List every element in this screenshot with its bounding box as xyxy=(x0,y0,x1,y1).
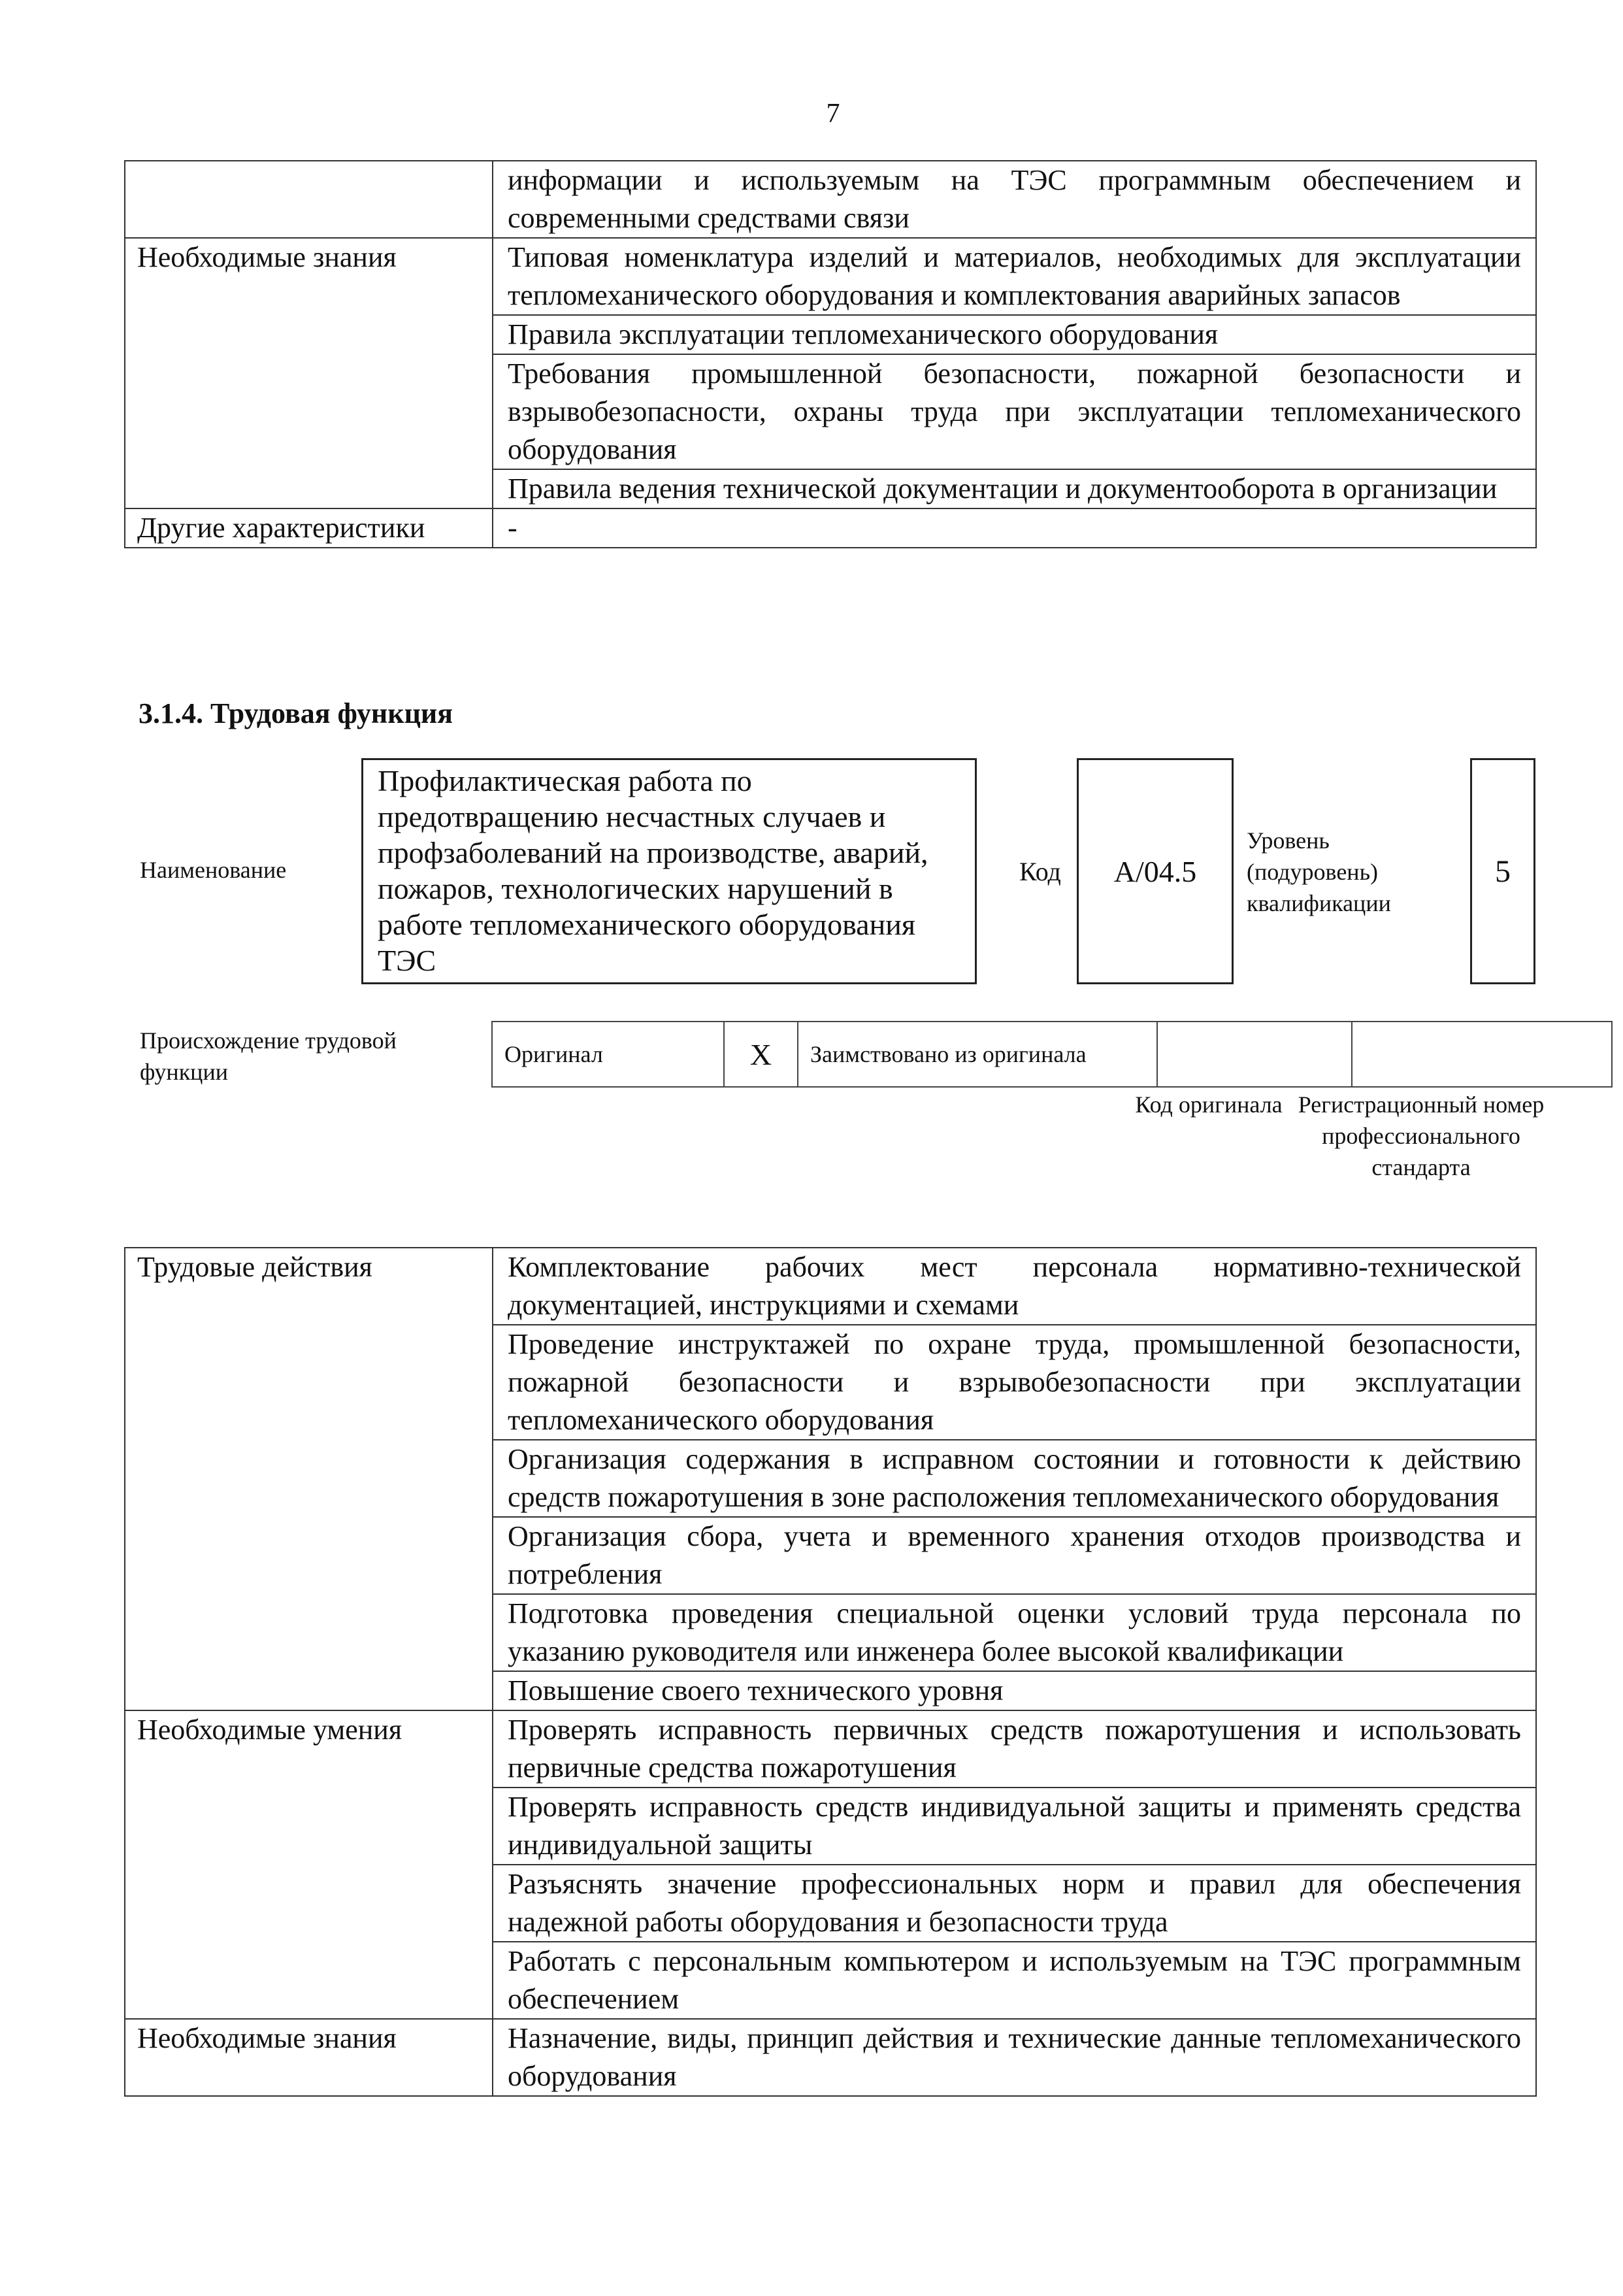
function-name-box xyxy=(361,758,977,984)
registration-number-cell xyxy=(1352,1022,1612,1087)
borrowed-label: Заимствовано из оригинала xyxy=(798,1022,1157,1087)
row-label: Другие характеристики xyxy=(125,508,493,548)
registration-caption: Регистрационный номер профессионального стандарта xyxy=(1298,1091,1545,1180)
row-label: Необходимые умения xyxy=(125,1710,493,2019)
code-label: Код xyxy=(1019,857,1061,886)
code-value: A/04.5 xyxy=(1113,854,1197,888)
top-requirements-table xyxy=(124,160,1537,548)
table-row xyxy=(125,508,1536,548)
row-item: Комплектование рабочих мест персонала нормативно-технической документацией, инструкциями и схемами xyxy=(493,1248,1536,1325)
level-value-box xyxy=(1470,758,1535,984)
section-heading: 3.1.4. Трудовая функция xyxy=(139,697,453,729)
level-label: Уровень (подуровень) квалификации xyxy=(1247,827,1391,916)
original-label: Оригинал xyxy=(492,1022,724,1087)
row-item: Повышение своего технического уровня xyxy=(493,1671,1536,1710)
row-item: Типовая номенклатура изделий и материалов, необходимых для эксплуатации тепломеханического оборудования и комплектования аварийных запасов xyxy=(493,238,1536,315)
row-item: - xyxy=(493,508,1536,548)
original-code-cell xyxy=(1157,1022,1352,1087)
row-item: информации и используемым на ТЭС программным обеспечением и современными средствами связи xyxy=(493,161,1536,238)
row-item: Подготовка проведения специальной оценки условий труда персонала по указанию руководителя или инженера более высокой квалификации xyxy=(493,1594,1536,1671)
table-row xyxy=(125,1248,1536,1325)
row-item: Проверять исправность средств индивидуальной защиты и применять средства индивидуальной защиты xyxy=(493,1788,1536,1865)
row-item: Правила ведения технической документации и документооборота в организации xyxy=(493,469,1536,508)
origin-label: Происхождение трудовой функции xyxy=(140,1027,397,1085)
code-value-box xyxy=(1077,758,1234,984)
table-row xyxy=(125,1710,1536,1788)
name-label: Наименование xyxy=(140,857,287,883)
original-mark: X xyxy=(724,1022,798,1087)
row-item: Назначение, виды, принцип действия и технические данные тепломеханического оборудования xyxy=(493,2019,1536,2096)
row-item: Проверять исправность первичных средств пожаротушения и использовать первичные средства пожаротушения xyxy=(493,1710,1536,1788)
code-caption: Код оригинала xyxy=(1135,1091,1283,1118)
row-item: Организация сбора, учета и временного хранения отходов производства и потребления xyxy=(493,1517,1536,1594)
page-number: 7 xyxy=(826,99,840,129)
function-name-value: Профилактическая работа по предотвращению несчастных случаев и профзаболеваний на производстве, аварий, пожаров, технологических нарушений в работе тепломеханического оборудования ТЭС xyxy=(378,764,928,977)
table-row xyxy=(125,161,1536,238)
bottom-requirements-table xyxy=(124,1247,1537,2097)
bottom-table-body xyxy=(125,1248,1536,2096)
row-item: Требования промышленной безопасности, пожарной безопасности и взрывобезопасности, охраны труда при эксплуатации тепломеханического оборудования xyxy=(493,354,1536,469)
row-label xyxy=(125,161,493,238)
level-value: 5 xyxy=(1495,854,1511,889)
row-label: Трудовые действия xyxy=(125,1248,493,1710)
row-item: Разъяснять значение профессиональных норм и правил для обеспечения надежной работы оборудования и безопасности труда xyxy=(493,1865,1536,1942)
row-item: Организация содержания в исправном состоянии и готовности к действию средств пожаротушения в зоне расположения тепломеханического оборудования xyxy=(493,1440,1536,1517)
row-item: Правила эксплуатации тепломеханического оборудования xyxy=(493,315,1536,354)
table-row xyxy=(125,238,1536,315)
row-item: Проведение инструктажей по охране труда, промышленной безопасности, пожарной безопасности и взрывобезопасности при эксплуатации тепломеханического оборудования xyxy=(493,1325,1536,1440)
table-row xyxy=(125,2019,1536,2096)
row-label: Необходимые знания xyxy=(125,238,493,508)
row-label: Необходимые знания xyxy=(125,2019,493,2096)
row-item: Работать с персональным компьютером и используемым на ТЭС программным обеспечением xyxy=(493,1942,1536,2019)
top-table-body xyxy=(125,161,1536,548)
origin-table xyxy=(491,1021,1613,1088)
